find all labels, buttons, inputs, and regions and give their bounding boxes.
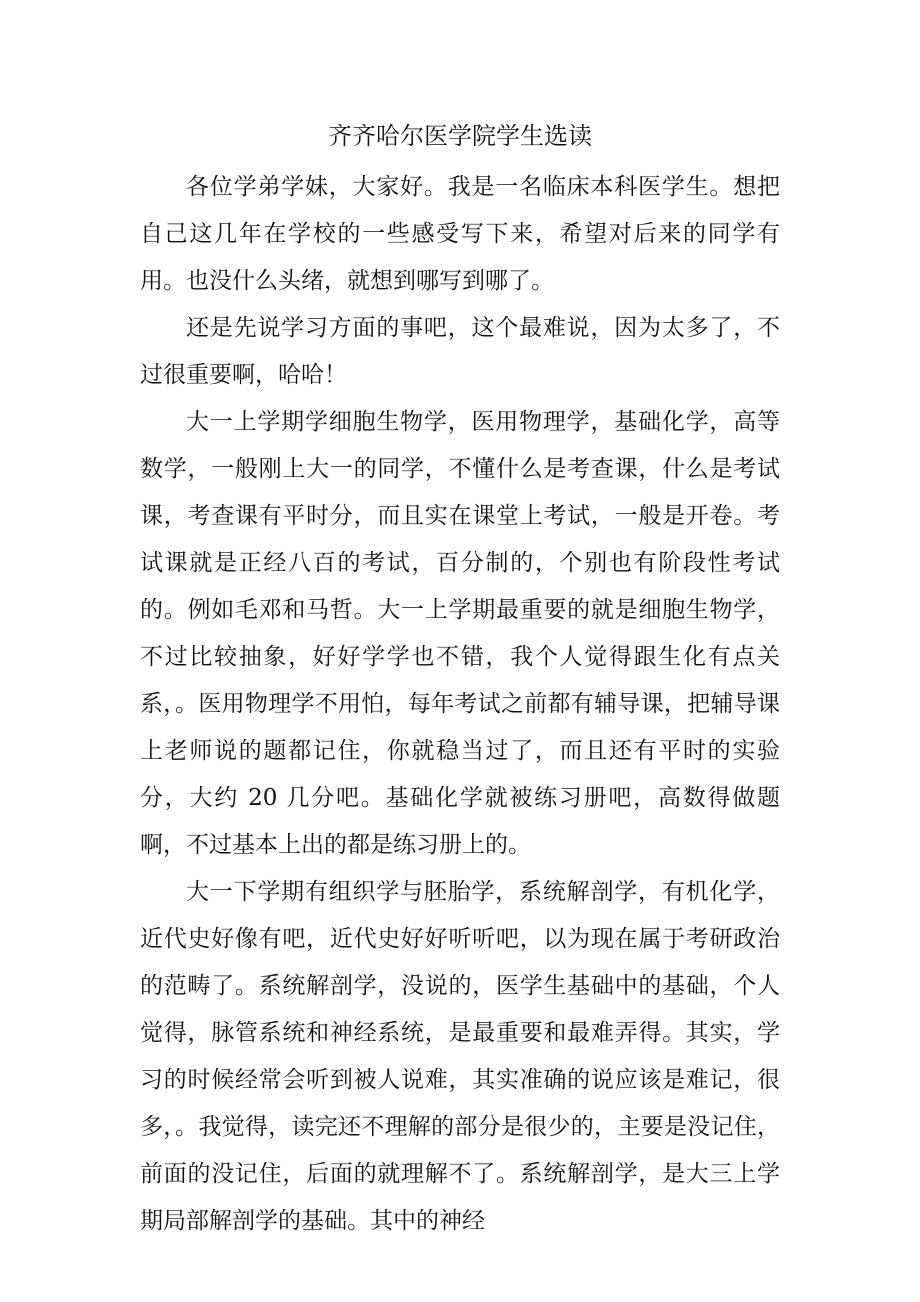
document-body: [140, 164, 780, 1245]
paragraph-freshman-spring: 大一下学期有组织学与胚胎学，系统解剖学，有机化学，近代史好像有吧，近代史好好听听吧，以为现在属于考研政治的范畴了。系统解剖学，没说的，医学生基础中的基础，个人觉得，脉管系统和神经系统，是最重要和最难弄得。其实，学习的时候经常会听到被人说难，其实准确的说应该是难记，很多，。我觉得，读完还不理解的部分是很少的，主要是没记住，前面的没记住，后面的就理解不了。系统解剖学，是大三上学期局部解剖学的基础。其中的神经: [140, 879, 780, 1234]
document-title: 齐齐哈尔医学院学生选读: [328, 122, 592, 150]
paragraph-greeting: 各位学弟学妹，大家好。我是一名临床本科医学生。想把自己这几年在学校的一些感受写下来，希望对后来的同学有用。也没什么头绪，就想到哪写到哪了。: [140, 174, 780, 294]
paragraph-study-intro: 还是先说学习方面的事吧，这个最难说，因为太多了，不过很重要啊，哈哈！: [140, 315, 780, 388]
paragraph-freshman-fall: 大一上学期学细胞生物学，医用物理学，基础化学，高等数学，一般刚上大一的同学，不懂什么是考查课，什么是考试课，考查课有平时分，而且实在课堂上考试，一般是开卷。考试课就是正经八百的考试，百分制的，个别也有阶段性考试的。例如毛邓和马哲。大一上学期最重要的就是细胞生物学，不过比较抽象，好好学学也不错，我个人觉得跟生化有点关系，。医用物理学不用怕，每年考试之前都有辅导课，把辅导课上老师说的题都记住，你就稳当过了，而且还有平时的实验分，大约 20 几分吧。基础化学就被练习册吧，高数得做题啊，不过基本上出的都是练习册上的。: [140, 409, 780, 858]
